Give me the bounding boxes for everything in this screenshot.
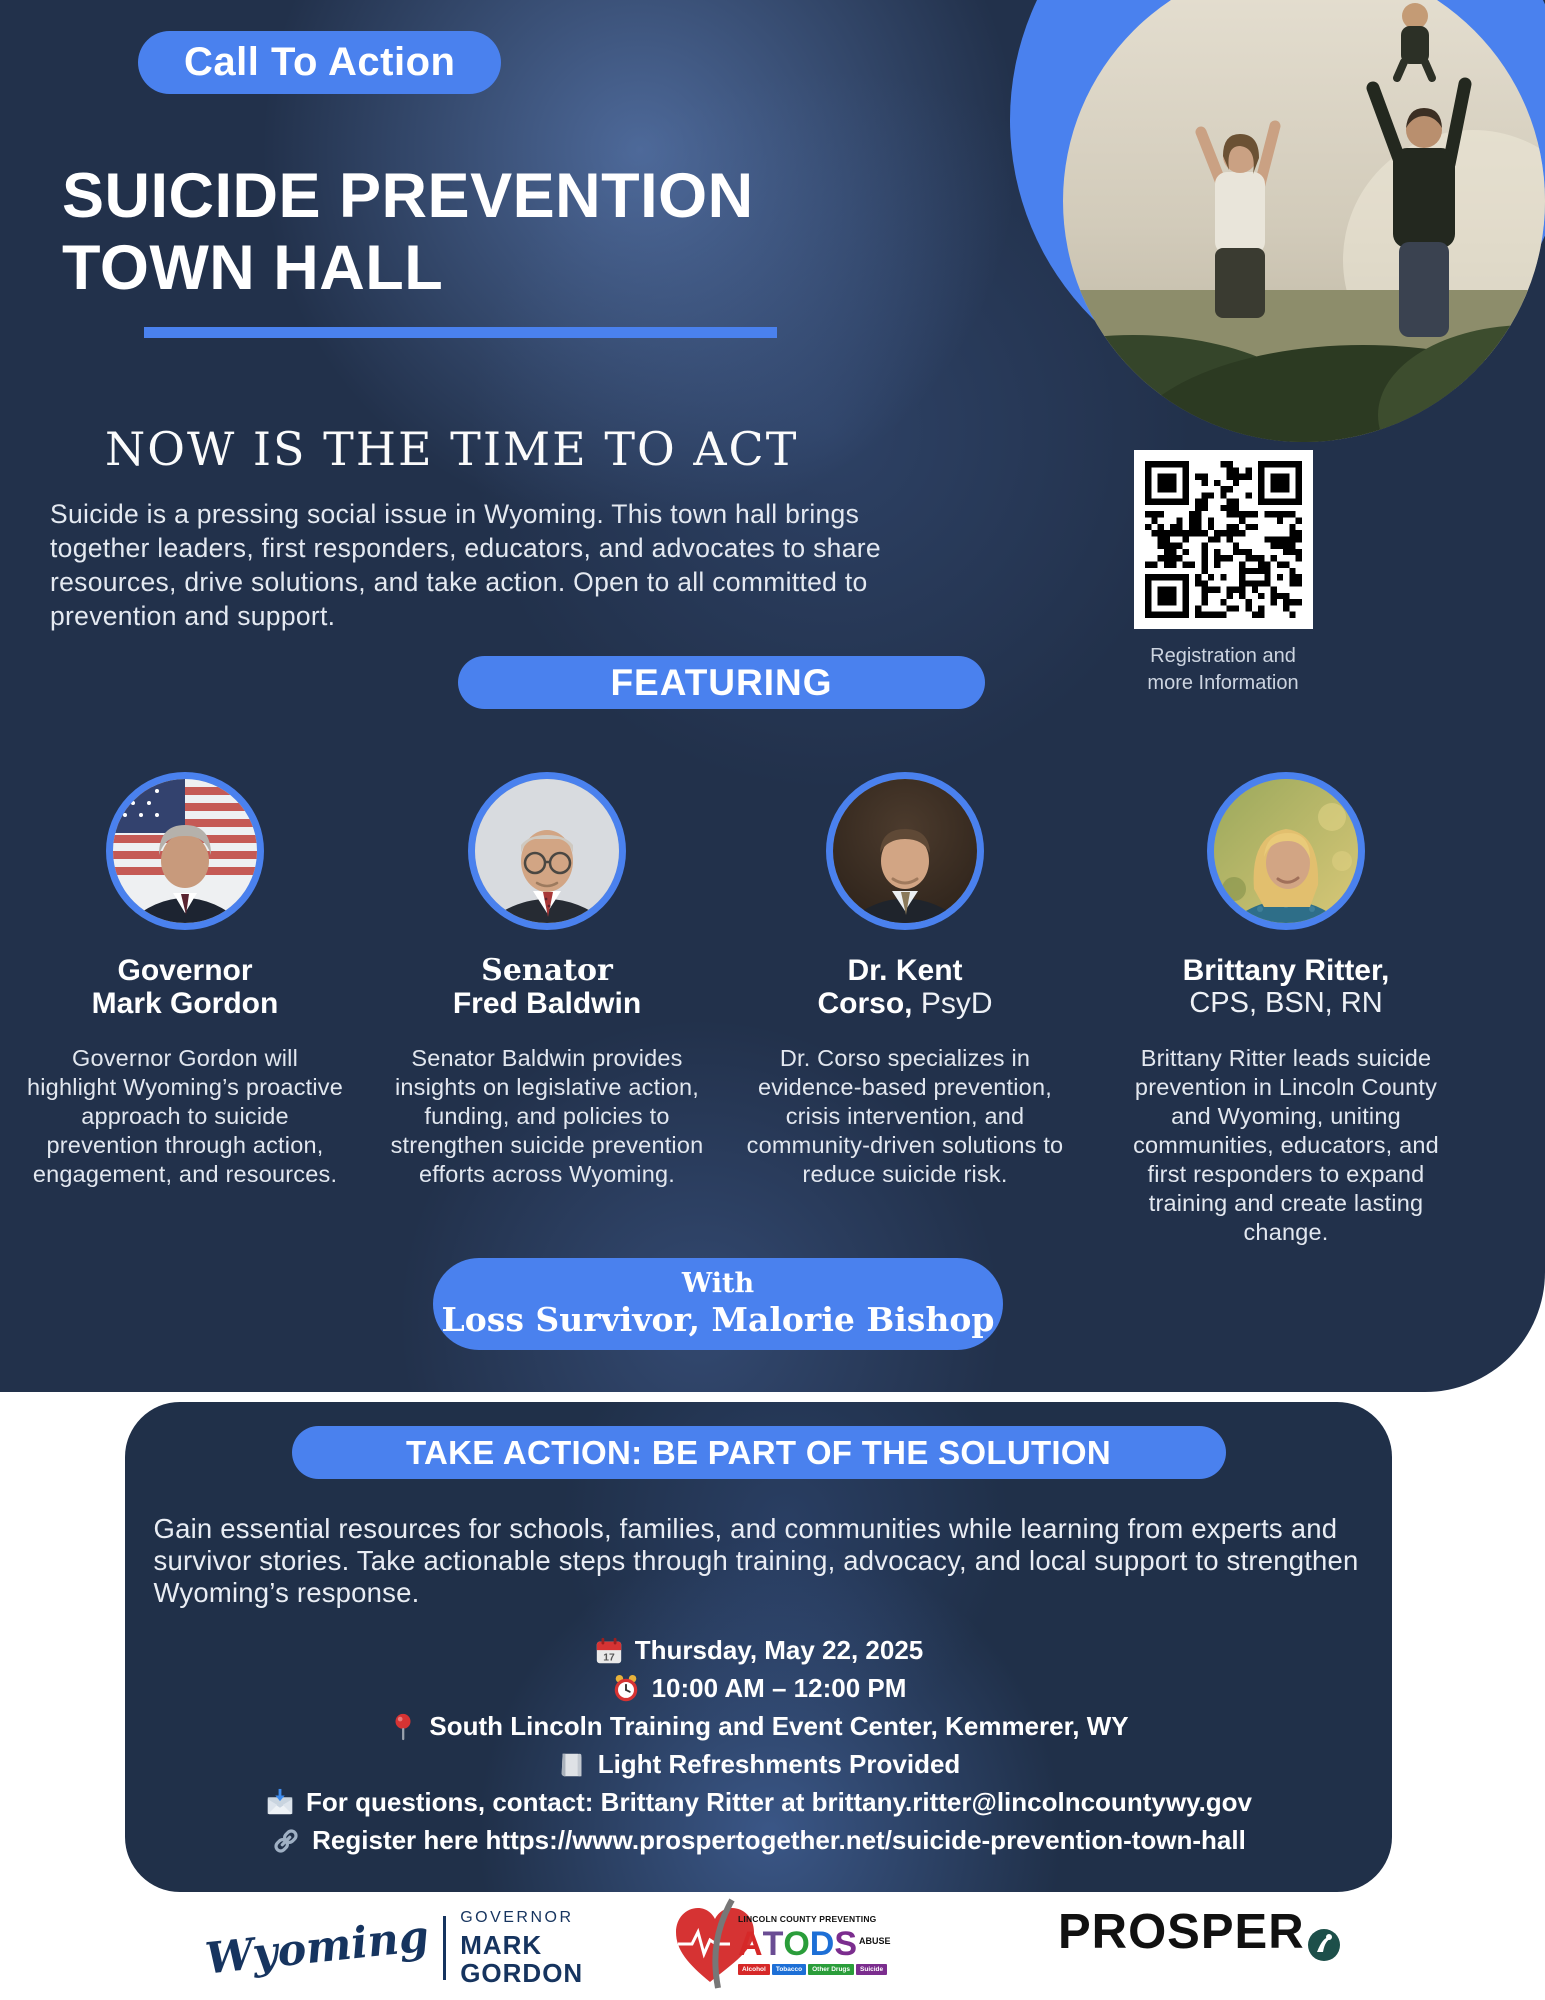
loss-survivor-badge: With Loss Survivor, Malorie Bishop: [433, 1258, 1003, 1350]
subtitle: NOW IS THE TIME TO ACT: [105, 422, 799, 477]
brittany-ritter-photo: [1214, 779, 1358, 923]
footer-logos: [0, 1892, 1545, 2000]
contact-row: For questions, contact: Brittany Ritter at brittany.ritter@lincolncountywy.gov: [265, 1787, 1252, 1818]
speaker-mark-gordon: [25, 772, 345, 1213]
qr-caption: Registration and more Information: [1147, 645, 1299, 694]
family-field-scene: [1063, 0, 1545, 442]
take-action-paragraph: Gain essential resources for schools, families, and communities while learning from experts and survivor stories. Take actionable steps through training, advocacy, and local support to strengthen Wyoming’s response.: [153, 1513, 1359, 1608]
speaker-name: Governor Mark Gordon: [91, 954, 279, 1020]
mark-gordon-photo: [113, 779, 257, 923]
refreshments-row: Light Refreshments Provided: [557, 1749, 961, 1780]
speaker-brittany-ritter: [1112, 772, 1460, 1271]
intro-paragraph: Suicide is a pressing social issue in Wyoming. This town hall brings together leaders, first responders, educators, and advocates to share resources, drive solutions, and take action. Open to all committed to prevention and support.: [50, 498, 881, 631]
logo-divider: [443, 1916, 446, 1980]
speaker-kent-corso: [740, 772, 1070, 1213]
prosper-logo: PROSPER: [1058, 1906, 1341, 1962]
atods-wordmark: LINCOLN COUNTY PREVENTING A T O D S ABUSE Alcohol Tobacco Other Drugs Suicide: [738, 1913, 891, 1973]
atods-category-bars: Alcohol Tobacco Other Drugs Suicide: [738, 1964, 891, 1975]
alarm-clock-icon: [611, 1674, 641, 1704]
speaker-bio: Senator Baldwin provides insights on legislative action, funding, and policies to strengthen suicide prevention efforts across Wyoming.: [390, 1045, 704, 1187]
brittany-ritter-portrait: [1207, 772, 1365, 930]
wyoming-governor-logo: [205, 1910, 583, 1986]
take-action-badge: TAKE ACTION: BE PART OF THE SOLUTION: [292, 1426, 1226, 1479]
speaker-bio: Dr. Corso specializes in evidence-based prevention, crisis intervention, and community-driven solutions to reduce suicide risk.: [746, 1045, 1064, 1187]
prosper-circle-icon: [1307, 1928, 1341, 1962]
register-row: Register here https://www.prospertogether.net/suicide-prevention-town-hall: [271, 1825, 1246, 1856]
governor-name-block: GOVERNOR MARK GORDON: [460, 1909, 584, 1988]
wyoming-script-logo: Wyoming: [203, 1911, 432, 1985]
book-icon: [557, 1750, 587, 1780]
kent-corso-photo: [833, 779, 977, 923]
calendar-icon: [594, 1636, 624, 1666]
featuring-badge: FEATURING: [458, 656, 985, 709]
event-location-row: South Lincoln Training and Event Center, Kemmerer, WY: [388, 1711, 1128, 1742]
speaker-fred-baldwin: [382, 772, 712, 1213]
call-to-action-badge: [138, 31, 501, 94]
speaker-bio: Brittany Ritter leads suicide prevention in Lincoln County and Wyoming, uniting communities, educators, and first responders to expand training and create lasting change.: [1133, 1045, 1439, 1245]
event-date-row: 17 Thursday, May 22, 2025: [594, 1635, 924, 1666]
atods-logo: [672, 1898, 891, 1990]
speaker-name: Senator Fred Baldwin: [452, 953, 642, 1020]
call-to-action-label: Call To Action: [184, 40, 456, 84]
event-time-row: 10:00 AM – 12:00 PM: [611, 1673, 907, 1704]
event-details: [125, 1635, 1392, 1856]
speaker-bio: Governor Gordon will highlight Wyoming’s proactive approach to suicide prevention through action, engagement, and resources.: [26, 1045, 344, 1187]
speaker-name: Brittany Ritter, CPS, BSN, RN: [1182, 954, 1390, 1019]
qr-code: [1145, 461, 1302, 618]
fred-baldwin-photo: [475, 779, 619, 923]
speaker-name: Dr. Kent Corso, PsyD: [817, 954, 993, 1020]
page-title: [62, 160, 754, 304]
link-icon: [271, 1826, 301, 1856]
title-line-1: SUICIDE PREVENTION: [62, 161, 754, 232]
accent-divider: [144, 327, 777, 338]
mark-gordon-portrait: [106, 772, 264, 930]
email-icon: [265, 1788, 295, 1818]
speakers-row: [0, 772, 1545, 1245]
kent-corso-portrait: [826, 772, 984, 930]
fred-baldwin-portrait: [468, 772, 626, 930]
qr-block: [1118, 450, 1328, 697]
family-photo: [1063, 0, 1545, 442]
qr-code-box: [1134, 450, 1313, 629]
location-pin-icon: [388, 1712, 418, 1742]
svg-text:17: 17: [602, 1651, 615, 1663]
take-action-panel: [125, 1402, 1392, 1892]
title-line-2: TOWN HALL: [62, 233, 444, 304]
